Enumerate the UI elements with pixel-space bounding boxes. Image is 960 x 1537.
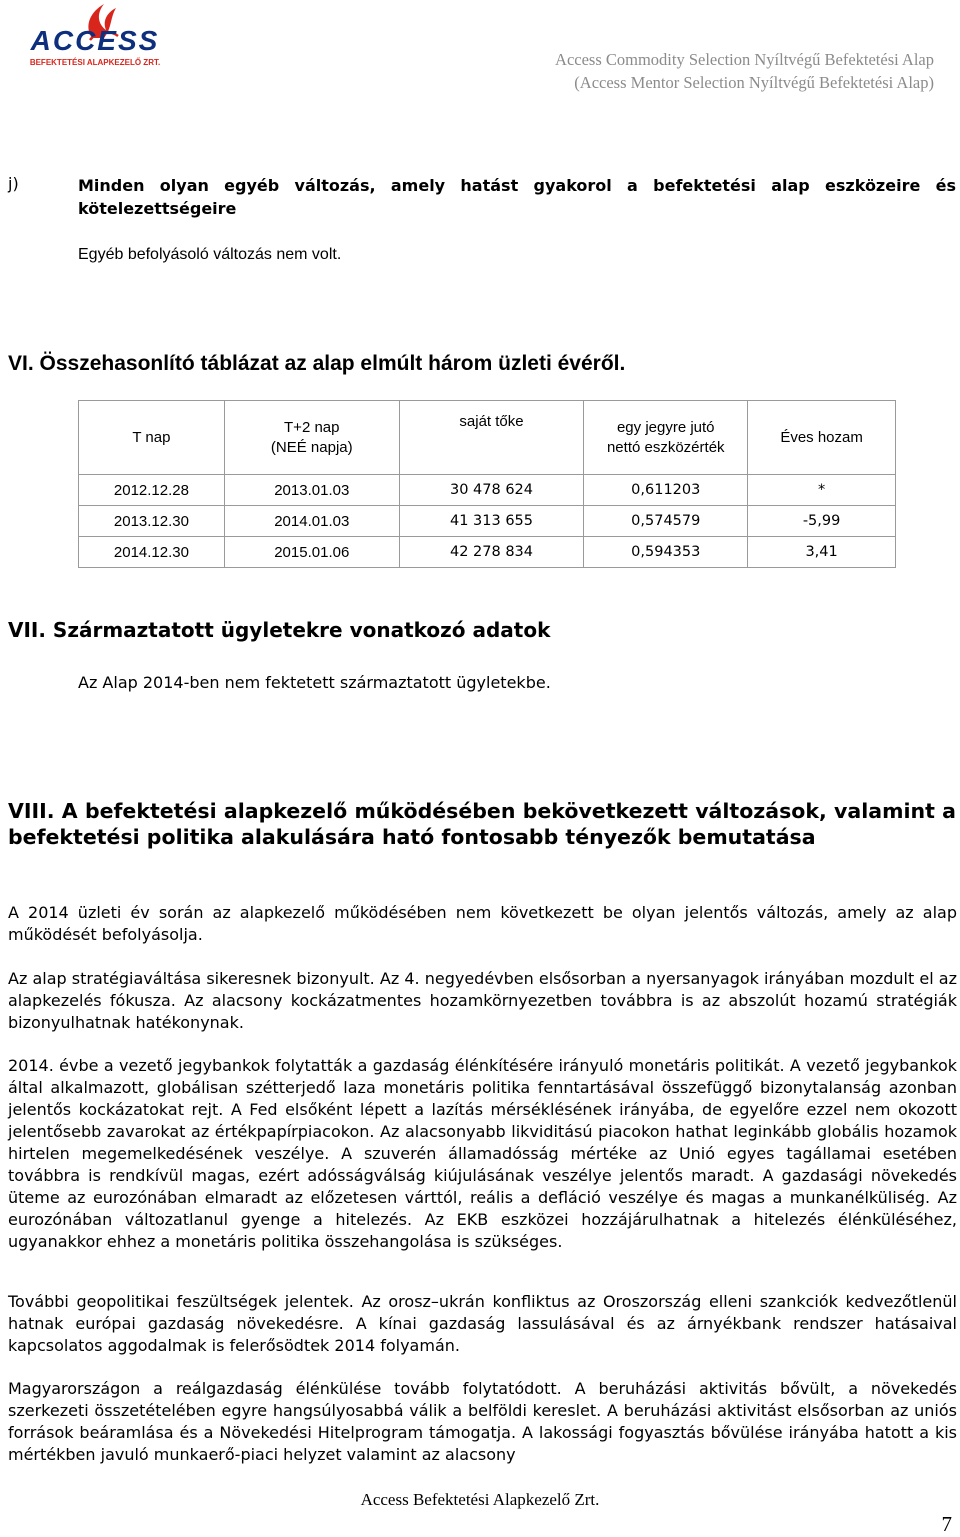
table-cell: 2012.12.28	[79, 475, 225, 506]
section-viii-paragraph-5: Magyarországon a reálgazdaság élénkülése tovább folytatódott. A beruházási aktivitás bővült, a növekedés szerkezeti összetételében egyre hangsúlyosabbá válik a belföldi kereslet. A beruházási aktivitást elsősorban az uniós források beáramlása és a Növekedési Hitelprogram támogatja. A lakossági fogyasztás bővülése irányába hatott a kis mértékben javuló munkaerő-piaci helyzet valamint az alacsony	[8, 1379, 957, 1464]
section-j-body: Egyéb befolyásoló változás nem volt.	[78, 246, 342, 263]
table-cell: 2013.01.03	[224, 475, 399, 506]
header-t-nap-label: T nap	[132, 428, 171, 446]
logo-wordmark: ACCESS	[30, 25, 160, 56]
header-nav-per-unit	[584, 401, 748, 475]
table-cell: 0,574579	[584, 506, 748, 537]
table-cell: 30 478 624	[399, 475, 584, 506]
header-fund-name: Access Commodity Selection Nyíltvégű Befektetési Alap	[555, 50, 934, 69]
section-viii-paragraph-4: További geopolitikai feszültségek jelentek. Az orosz–ukrán konfliktus az Oroszország elleni szankciók kedvezőtlenül hatnak európai gazdaság növekedésre. A kínai gazdaság lassulásával és az árnyékbank rendszer hatásaival kapcsolatos aggodalmak is felerősödtek 2014 folyamán.	[8, 1292, 957, 1355]
header-nav-line1: egy jegyre jutó	[616, 418, 715, 436]
section-viii-paragraph-1: A 2014 üzleti év során az alapkezelő működésében nem következett be olyan jelentős változás, amely az alap működését befolyásolja.	[8, 903, 957, 944]
header-nav-line2: nettó eszközérték	[606, 438, 725, 456]
table-cell: 42 278 834	[399, 537, 584, 568]
table-cell: *	[748, 475, 896, 506]
table-cell: 2014.01.03	[224, 506, 399, 537]
table-cell: 2015.01.06	[224, 537, 399, 568]
table-row	[79, 475, 896, 506]
table-cell: 3,41	[748, 537, 896, 568]
header-sajat-toke-label: saját tőke	[459, 413, 524, 430]
header-t-nap	[79, 401, 225, 475]
header-fund-former-name: (Access Mentor Selection Nyíltvégű Befektetési Alap)	[574, 73, 934, 92]
section-vii-heading: VII. Származtatott ügyletekre vonatkozó adatok	[8, 618, 551, 642]
table-cell: -5,99	[748, 506, 896, 537]
section-vi-heading: VI. Összehasonlító táblázat az alap elmúlt három üzleti évéről.	[8, 352, 626, 375]
section-viii-heading: VIII. A befektetési alapkezelő működésében bekövetkezett változások, valamint a befektetési politika alakulására ható fontosabb tényezők bemutatása	[8, 799, 956, 849]
table-cell: 0,611203	[584, 475, 748, 506]
logo-subtext: BEFEKTETÉSI ALAPKEZELŐ ZRT.	[29, 58, 161, 67]
table-cell: 2013.12.30	[79, 506, 225, 537]
table-cell: 2014.12.30	[79, 537, 225, 568]
footer-company: Access Befektetési Alapkezelő Zrt.	[360, 1490, 600, 1509]
header-t2-nap-line1: T+2 nap	[284, 418, 340, 436]
table-cell: 41 313 655	[399, 506, 584, 537]
table-header-row	[79, 401, 896, 475]
table-row	[79, 537, 896, 568]
section-viii-paragraph-2: Az alap stratégiaváltása sikeresnek bizonyult. Az 4. negyedévben elsősorban a nyersanyagok irányában mozdult el az alapkezelés fókusza. Az alacsony kockázatmentes hozamkörnyezetben továbbra is az abszolút hozamú stratégiák bizonyulhatnak hatékonynak.	[8, 969, 957, 1032]
access-logo	[6, 0, 184, 70]
section-vii-body: Az Alap 2014-ben nem fektetett származtatott ügyletekbe.	[78, 673, 551, 692]
section-viii-paragraph-3: 2014. évbe a vezető jegybankok folytatták a gazdaság élénkítésére irányuló monetáris politikát. A vezető jegybankok által alkalmazott, globálisan szétterjedő laza monetáris politika fenntartásával összefüggő bizonytalanság azonban jelentős kockázatokat rejt. A Fed elsőként lépett a lazítás mérséklésének irányába, de egyelőre ezzel nem okozott jelentősebb zavarokat az értékpapírpiacokon. Az alacsonyabb likviditású piacokon hathat leginkább globális hozamok hirtelen megemelkedésének veszélye. A szuverén államadósság mértéke az Unió egyes tagállamai esetében továbbra is rendkívül magas, ezért adósságválság kiújulásának veszélye jelentős maradt. A gazdasági növekedés üteme az eurozónában elmaradt az előzetesen várttól, reális a defláció veszélye és magas a munkanélküliség. Az eurozónában változatlanul gyenge a hitelezés. Az EKB eszközei hozzájárulhatnak a hitelezés élénküléséhez, ugyanakkor ehhez a monetáris politika összehangolása is szükséges.	[8, 1056, 957, 1251]
header-eves-hozam-label: Éves hozam	[780, 428, 863, 446]
header-eves-hozam	[748, 401, 896, 475]
comparison-table	[78, 400, 896, 568]
section-j-title: Minden olyan egyéb változás, amely hatást gyakorol a befektetési alap eszközeire és kötelezettségeire	[78, 176, 956, 218]
header-t2-nap	[224, 401, 399, 475]
page-number: 7	[941, 1512, 952, 1536]
table-row	[79, 506, 896, 537]
header-t2-nap-line2: (NEÉ napja)	[270, 438, 353, 456]
table-cell: 0,594353	[584, 537, 748, 568]
section-j-label: j)	[8, 174, 19, 193]
header-sajat-toke	[399, 401, 584, 475]
